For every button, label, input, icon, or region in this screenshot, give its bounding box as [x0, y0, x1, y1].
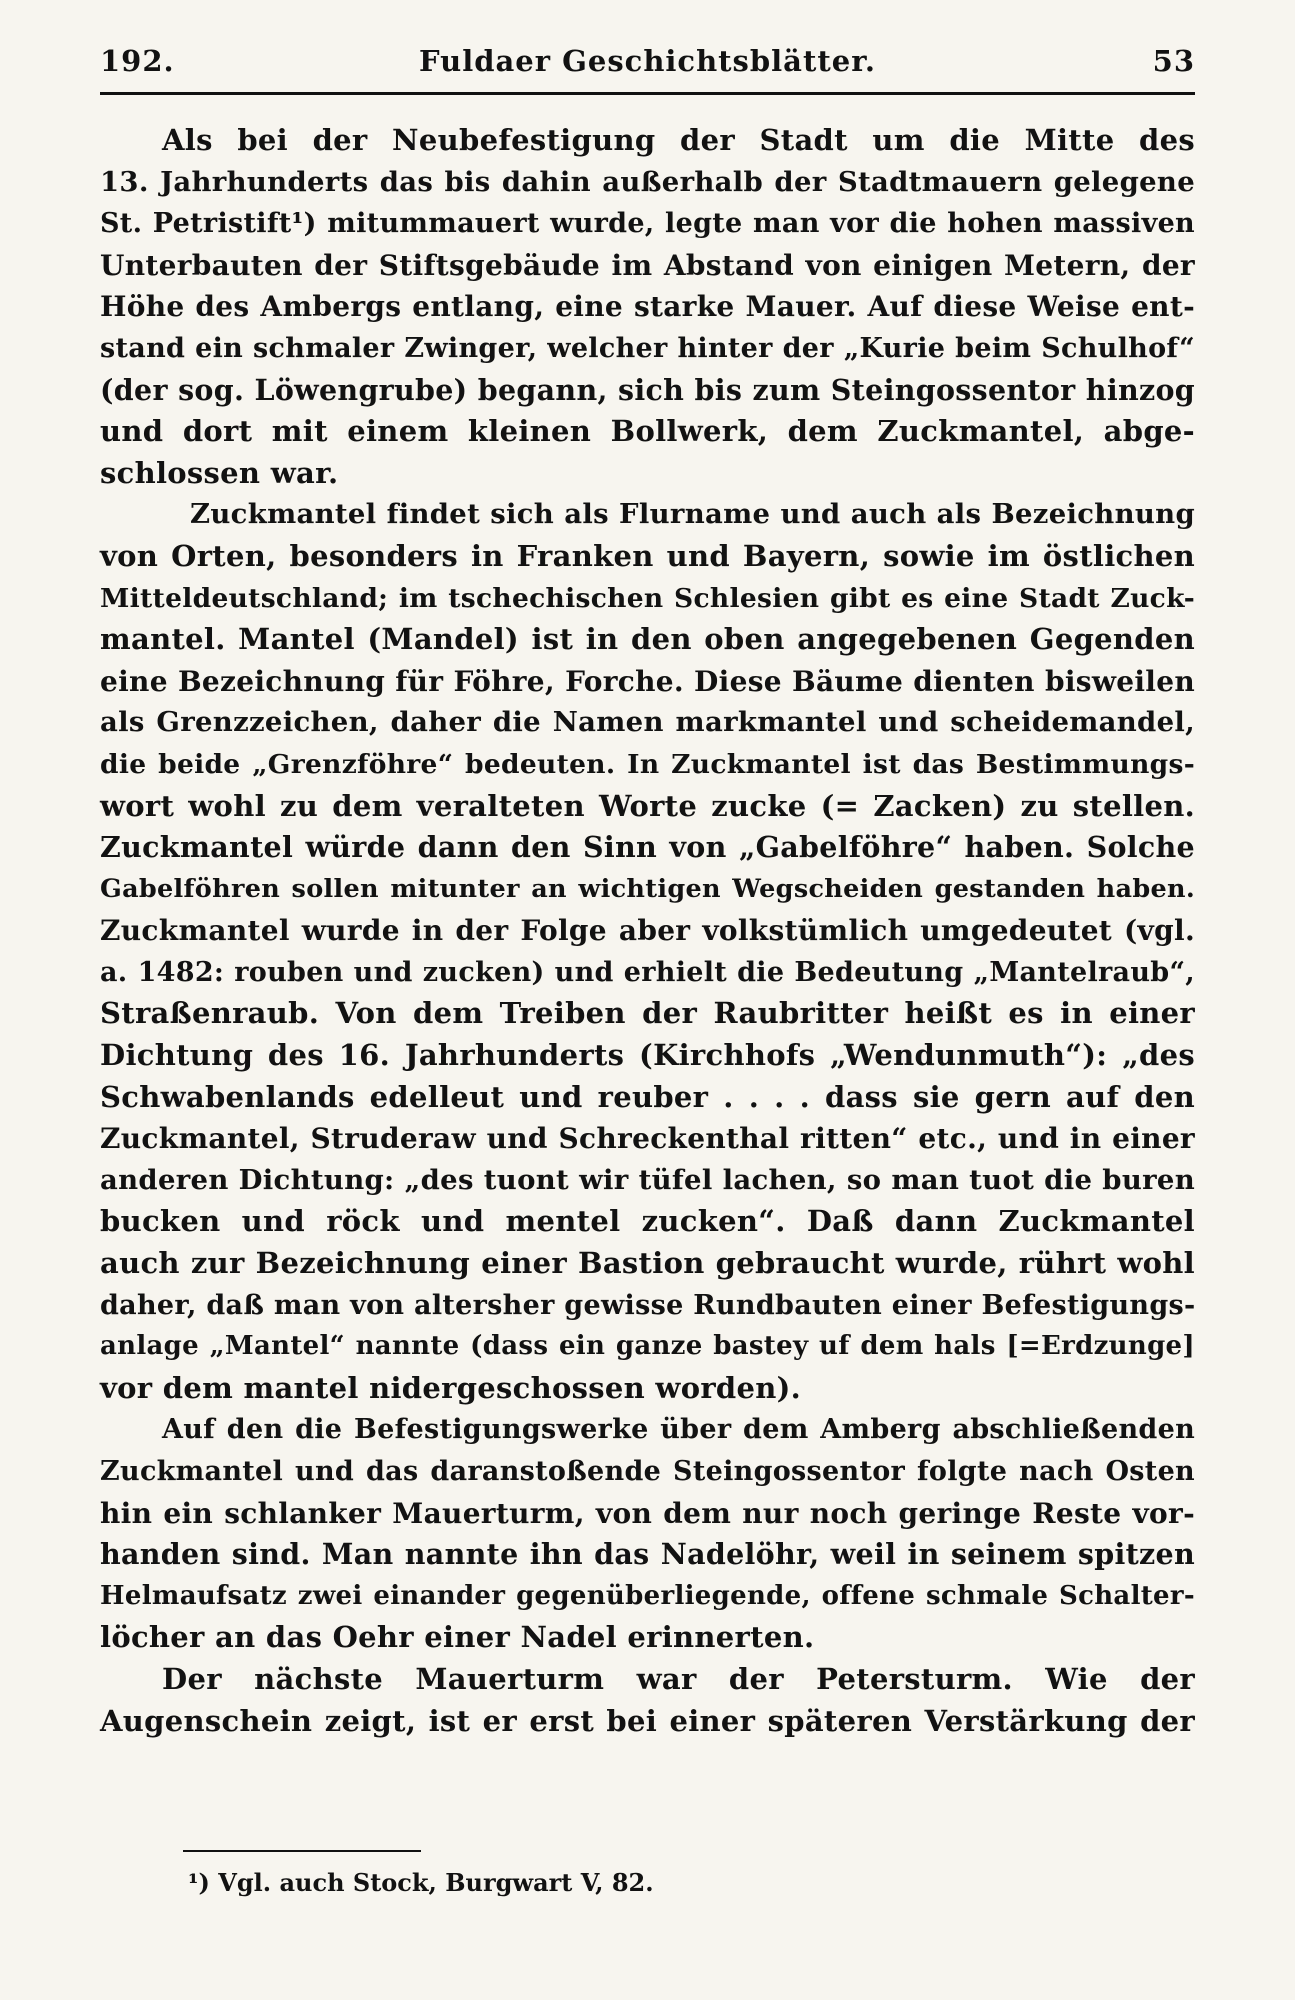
text-line: schlossen war.: [100, 455, 339, 490]
text-line: Zuckmantel wurde in der Folge aber volkstümlich umgedeutet (vgl.: [100, 914, 1195, 948]
text-line: vor dem mantel nidergeschossen worden).: [100, 1370, 802, 1405]
header-year: 192․: [100, 44, 175, 78]
text-line: Dichtung des 16. Jahrhunderts (Kirchhofs „Wendunmuth“): „des: [100, 1038, 1195, 1073]
header-title: Fuldaer Geschichtsblätter.: [419, 44, 876, 78]
running-header: [100, 44, 1195, 84]
body-text: [100, 120, 1195, 1742]
text-line: anlage „Mantel“ nannte (dass ein ganze bastey uf dem hals [=Erdzunge]: [100, 1331, 1195, 1362]
text-line: anderen Dichtung: „des tuont wir tüfel lachen, so man tuot die buren: [100, 1163, 1195, 1196]
text-line: löcher an das Oehr einer Nadel erinnerten.: [100, 1620, 815, 1655]
text-line: Als bei der Neubefestigung der Stadt um die Mitte des: [162, 123, 1195, 157]
text-line: Helmaufsatz zwei einander gegenüberliegende, offene schmale Schalter-: [100, 1580, 1195, 1611]
text-line: handen sind. Man nannte ihn das Nadelöhr, weil in seinem spitzen: [100, 1537, 1195, 1572]
text-line: Unterbauten der Stiftsgebäude im Abstand von einigen Metern, der: [100, 248, 1195, 282]
text-line: 13. Jahrhunderts das bis dahin außerhalb der Stadtmauern gelegene: [100, 165, 1195, 198]
text-line: Mitteldeutschland; im tschechischen Schlesien gibt es eine Stadt Zuck-: [100, 582, 1195, 614]
text-line: a. 1482: rouben und zucken) und erhielt die Bedeutung „Mantelraub“,: [100, 956, 1195, 988]
text-line: Zuckmantel würde dann den Sinn von „Gabelföhre“ haben. Solche: [100, 830, 1195, 865]
text-line: und dort mit einem kleinen Bollwerk, dem Zuckmantel, abge-: [100, 414, 1195, 449]
text-line: Straßenraub. Von dem Treiben der Raubritter heißt es in einer: [100, 996, 1195, 1031]
text-line: als Grenzzeichen, daher die Namen markmantel und scheidemandel,: [100, 706, 1195, 739]
text-line: stand ein schmaler Zwinger, welcher hinter der „Kurie beim Schulhof“: [100, 332, 1195, 364]
text-line: die beide „Grenzföhre“ bedeuten. In Zuckmantel ist das Bestimmungs-: [100, 748, 1195, 780]
header-rule: [100, 92, 1195, 95]
text-line: von Orten, besonders in Franken und Bayern, sowie im östlichen: [100, 538, 1195, 573]
text-line: auch zur Bezeichnung einer Bastion gebraucht wurde, rührt wohl: [100, 1246, 1195, 1281]
text-line: wort wohl zu dem veralteten Worte zucke (= Zacken) zu stellen.: [100, 788, 1195, 823]
text-line: daher, daß man von altersher gewisse Rundbauten einer Befestigungs-: [100, 1289, 1196, 1321]
page-number: 53: [1152, 44, 1195, 78]
text-line: Zuckmantel und das daranstoßende Steingossentor folgte nach Osten: [100, 1456, 1195, 1487]
text-line: Zuckmantel, Struderaw und Schreckenthal ritten“ etc., und in einer: [100, 1122, 1195, 1156]
text-line: Augenschein zeigt, ist er erst bei einer späteren Verstärkung der: [100, 1703, 1195, 1738]
text-line: bucken und röck und mentel zucken“. Daß dann Zuckmantel: [100, 1204, 1195, 1239]
footnote-rule: [183, 1850, 421, 1852]
text-line: St. Petristift¹) mitummauert wurde, legte man vor die hohen massiven: [100, 208, 1195, 240]
text-line: Auf den die Befestigungswerke über dem Amberg abschließenden: [162, 1414, 1195, 1446]
text-line: (der sog. Löwengrube) begann, sich bis zum Steingossentor hinzog: [100, 372, 1195, 407]
text-line: mantel. Mantel (Mandel) ist in den oben angegebenen Gegenden: [100, 622, 1195, 657]
footnote: ¹) Vgl. auch Stock, Burgwart V, 82.: [188, 1868, 654, 1897]
text-line: Schwabenlands edelleut und reuber . . . . dass sie gern auf den: [100, 1079, 1195, 1114]
text-line: eine Bezeichnung für Föhre, Forche. Diese Bäume dienten bisweilen: [100, 664, 1195, 698]
text-line: hin ein schlanker Mauerturm, von dem nur noch geringe Reste vor-: [100, 1496, 1195, 1530]
text-line: Gabelföhren sollen mitunter an wichtigen Wegscheiden gestanden haben.: [100, 873, 1195, 904]
text-line: Der nächste Mauerturm war der Petersturm. Wie der: [162, 1661, 1195, 1696]
text-line: Zuckmantel findet sich als Flurname und auch als Bezeichnung: [190, 498, 1195, 531]
text-line: Höhe des Ambergs entlang, eine starke Mauer. Auf diese Weise ent-: [100, 290, 1195, 324]
